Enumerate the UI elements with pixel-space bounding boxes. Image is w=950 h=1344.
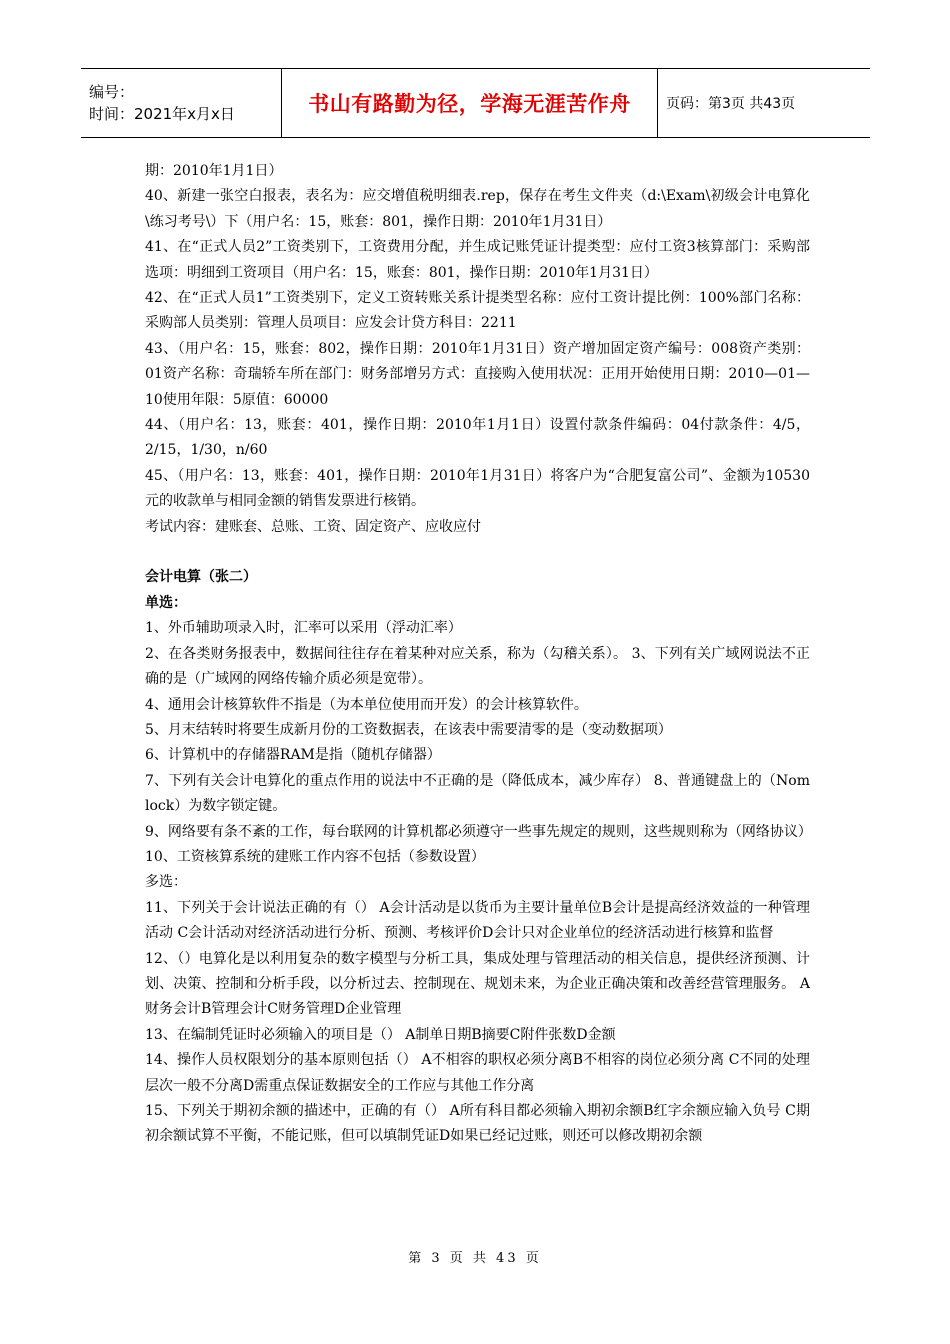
page-footer: 第 3 页 共 43 页 xyxy=(408,1251,542,1266)
question-45: 45、（用户名：13，账套：401，操作日期：2010年1月31日）将客户为“合肥复富公司”、金额为10530元的收款单与相同金额的销售发票进行核销。 xyxy=(145,467,810,510)
single-question-9: 9、网络要有条不紊的工作，每台联网的计算机都必须遵守一些事先规定的规则，这些规则称为（网络协议） xyxy=(145,823,812,840)
spacer xyxy=(145,540,810,565)
header-meta xyxy=(81,69,282,137)
question-41: 41、在“正式人员2”工资类别下，工资费用分配，并生成记账凭证计提类型：应付工资3核算部门：采购部选项：明细到工资项目（用户名：15，账套：801，操作日期：2010年1月31日） xyxy=(145,239,810,281)
exam-content-line: 考试内容：建账套、总账、工资、固定资产、应收应付 xyxy=(145,518,481,535)
multi-question-14: 14、操作人员权限划分的基本原则包括（） A不相容的职权必须分离B不相容的岗位必须分离 C不同的处理层次一般不分离D需重点保证数据安全的工作应与其他工作分离 xyxy=(145,1052,810,1094)
document-body xyxy=(145,159,810,1150)
header-motto-cell xyxy=(282,69,658,137)
single-question-7-8: 7、下列有关会计电算化的重点作用的说法中不正确的是（降低成本，减少库存） 8、普通键盘上的（Nom lock）为数字锁定键。 xyxy=(145,772,810,815)
page-header xyxy=(81,68,870,138)
single-question-6: 6、计算机中的存储器RAM是指（随机存储器） xyxy=(145,747,441,764)
multi-question-11: 11、下列关于会计说法正确的有（） A会计活动是以货币为主要计量单位B会计是提高经济效益的一种管理活动 C会计活动对经济活动进行分析、预测、考核评价D会计只对企业单位的经济活动进行核算和监督 xyxy=(145,899,810,942)
text-line: 期：2010年1月1日） xyxy=(145,163,283,179)
page-info: 页码：第3页 共43页 xyxy=(666,96,796,112)
single-question-4: 4、通用会计核算软件不指是（为本单位使用而开发）的会计核算软件。 xyxy=(145,696,588,713)
motto: 书山有路勤为径，学海无涯苦作舟 xyxy=(308,92,631,116)
time-label: 时间：2021年x月x日 xyxy=(89,105,235,123)
multi-choice-label: 多选： xyxy=(145,874,187,891)
header-page-info-cell xyxy=(658,69,870,137)
question-42: 42、在“正式人员1”工资类别下，定义工资转账关系计提类型名称：应付工资计提比例：100%部门名称：采购部人员类别：管理人员项目：应发会计贷方科目：2211 xyxy=(145,290,810,332)
question-44: 44、（用户名：13，账套：401，操作日期：2010年1月1日）设置付款条件编码：04付款条件：4/5， 2/15，1/30，n/60 xyxy=(145,417,810,459)
section-title: 会计电算（张二） xyxy=(145,569,257,586)
single-question-5: 5、月末结转时将要生成新月份的工资数据表，在该表中需要清零的是（变动数据项） xyxy=(145,721,672,738)
multi-question-12: 12、（）电算化是以利用复杂的数字模型与分析工具，集成处理与管理活动的相关信息，提供经济预测、计划、决策、控制和分析手段，以分析过去、控制现在、规划未来，为企业正确决策和改善经营管理服务。 A财务会计B管理会计C财务管理D企业管理 xyxy=(145,950,810,1018)
single-question-2-3: 2、在各类财务报表中，数据间往往存在着某种对应关系，称为（勾稽关系）。 3、下列有关广域网说法不正确的是（广域网的网络传输介质必须是宽带）。 xyxy=(145,645,810,688)
question-43: 43、（用户名：15，账套：802，操作日期：2010年1月31日）资产增加固定资产编号：008资产类别：01资产名称：奇瑞轿车所在部门：财务部增另方式：直接购入使用状况：正用开始使用日期：2010—01—10使用年限：5原值：60000 xyxy=(145,340,810,408)
single-question-1: 1、外币辅助项录入时，汇率可以采用（浮动汇率） xyxy=(145,620,462,637)
multi-question-15: 15、下列关于期初余额的描述中，正确的有（） A所有科目都必须输入期初余额B红字余额应输入负号 C期初余额试算不平衡，不能记账，但可以填制凭证D如果已经记过账，则还可以修改期初余额 xyxy=(145,1103,810,1145)
single-question-10: 10、工资核算系统的建账工作内容不包括（参数设置） xyxy=(145,848,485,865)
multi-question-13: 13、在编制凭证时必须输入的项目是（） A制单日期B摘要C附件张数D金额 xyxy=(145,1026,616,1043)
single-choice-label: 单选： xyxy=(145,594,187,611)
question-40: 40、新建一张空白报表，表名为：应交增值税明细表.rep，保存在考生文件夹（d:\Exam\初级会计电算化\练习考号\）下（用户名：15，账套：801，操作日期：2010年1月31日） xyxy=(145,188,810,230)
code-label: 编号： xyxy=(89,83,135,101)
